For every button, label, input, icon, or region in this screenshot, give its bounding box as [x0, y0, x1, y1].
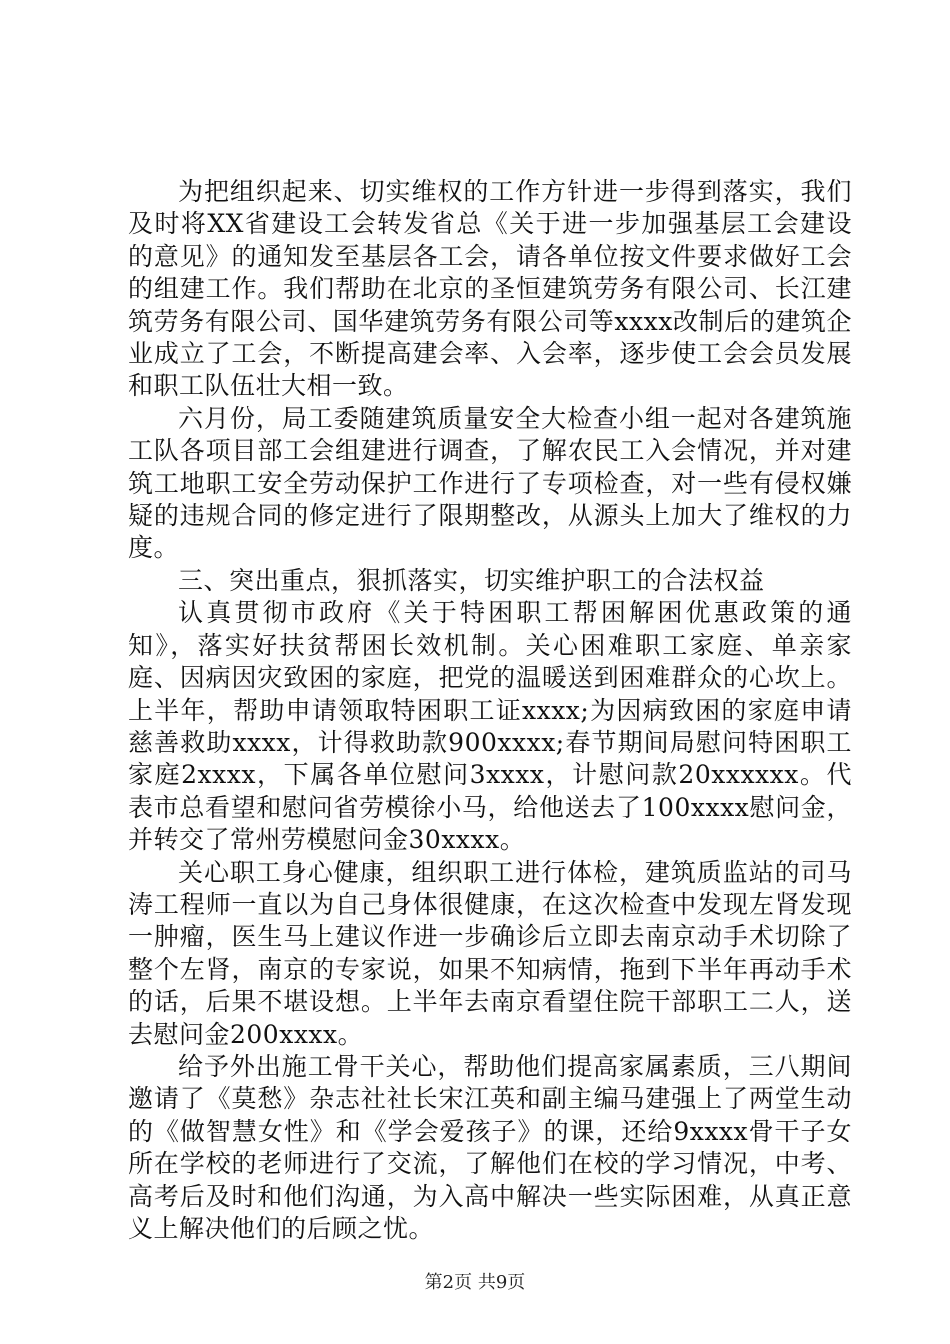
paragraph-poverty-relief: 认真贯彻市政府《关于特困职工帮困解困优惠政策的通知》，落实好扶贫帮困长效机制。关心困难职工家庭、单亲家庭、因病因灾致困的家庭，把党的温暖送到困难群众的心坎上。上半年，帮助申请领取特困职工证xxxx;为因病致困的家庭申请慈善救助xxxx，计得救助款900xxxx;春节期间局慰问特困职工家庭2xxxx，下属各单位慰问3xxxx，计慰问款20xxxxxx。代表市总看望和慰问省劳模徐小马，给他送去了100xxxx慰问金，并转交了常州劳模慰问金30xxxx。 [128, 598, 852, 855]
paragraph-family-support: 给予外出施工骨干关心，帮助他们提高家属素质，三八期间邀请了《莫愁》杂志社社长宋江英和副主编马建强上了两堂生动的《做智慧女性》和《学会爱孩子》的课，还给9xxxx骨干子女所在学校的老师进行了交流，了解他们在校的学习情况，中考、高考后及时和他们沟通，为入高中解决一些实际困难，从真正意义上解决他们的后顾之忧。 [128, 1051, 852, 1243]
page-footer: 第2页 共9页 [424, 1272, 526, 1293]
paragraph-health-care: 关心职工身心健康，组织职工进行体检，建筑质监站的司马涛工程师一直以为自己身体很健康，在这次检查中发现左肾发现一肿瘤，医生马上建议作进一步确诊后立即去南京动手术切除了整个左肾，南京的专家说，如果不知病情，拖到下半年再动手术的话，后果不堪设想。上半年去南京看望住院干部职工二人，送去慰问金200xxxx。 [128, 857, 852, 1049]
document-body [128, 176, 852, 1245]
paragraph-june-inspection: 六月份，局工委随建筑质量安全大检查小组一起对各建筑施工队各项目部工会组建进行调查，了解农民工入会情况，并对建筑工地职工安全劳动保护工作进行了专项检查，对一些有侵权嫌疑的违规合同的修定进行了限期整改，从源头上加大了维权的力度。 [128, 403, 852, 563]
section-heading: 三、突出重点，狠抓落实，切实维护职工的合法权益 [178, 565, 765, 595]
paragraph-union-building: 为把组织起来、切实维权的工作方针进一步得到落实，我们及时将XX省建设工会转发省总《关于进一步加强基层工会建设的意见》的通知发至基层各工会，请各单位按文件要求做好工会的组建工作。我们帮助在北京的圣恒建筑劳务有限公司、长江建筑劳务有限公司、国华建筑劳务有限公司等xxxx改制后的建筑企业成立了工会，不断提高建会率、入会率，逐步使工会会员发展和职工队伍壮大相一致。 [128, 177, 852, 401]
